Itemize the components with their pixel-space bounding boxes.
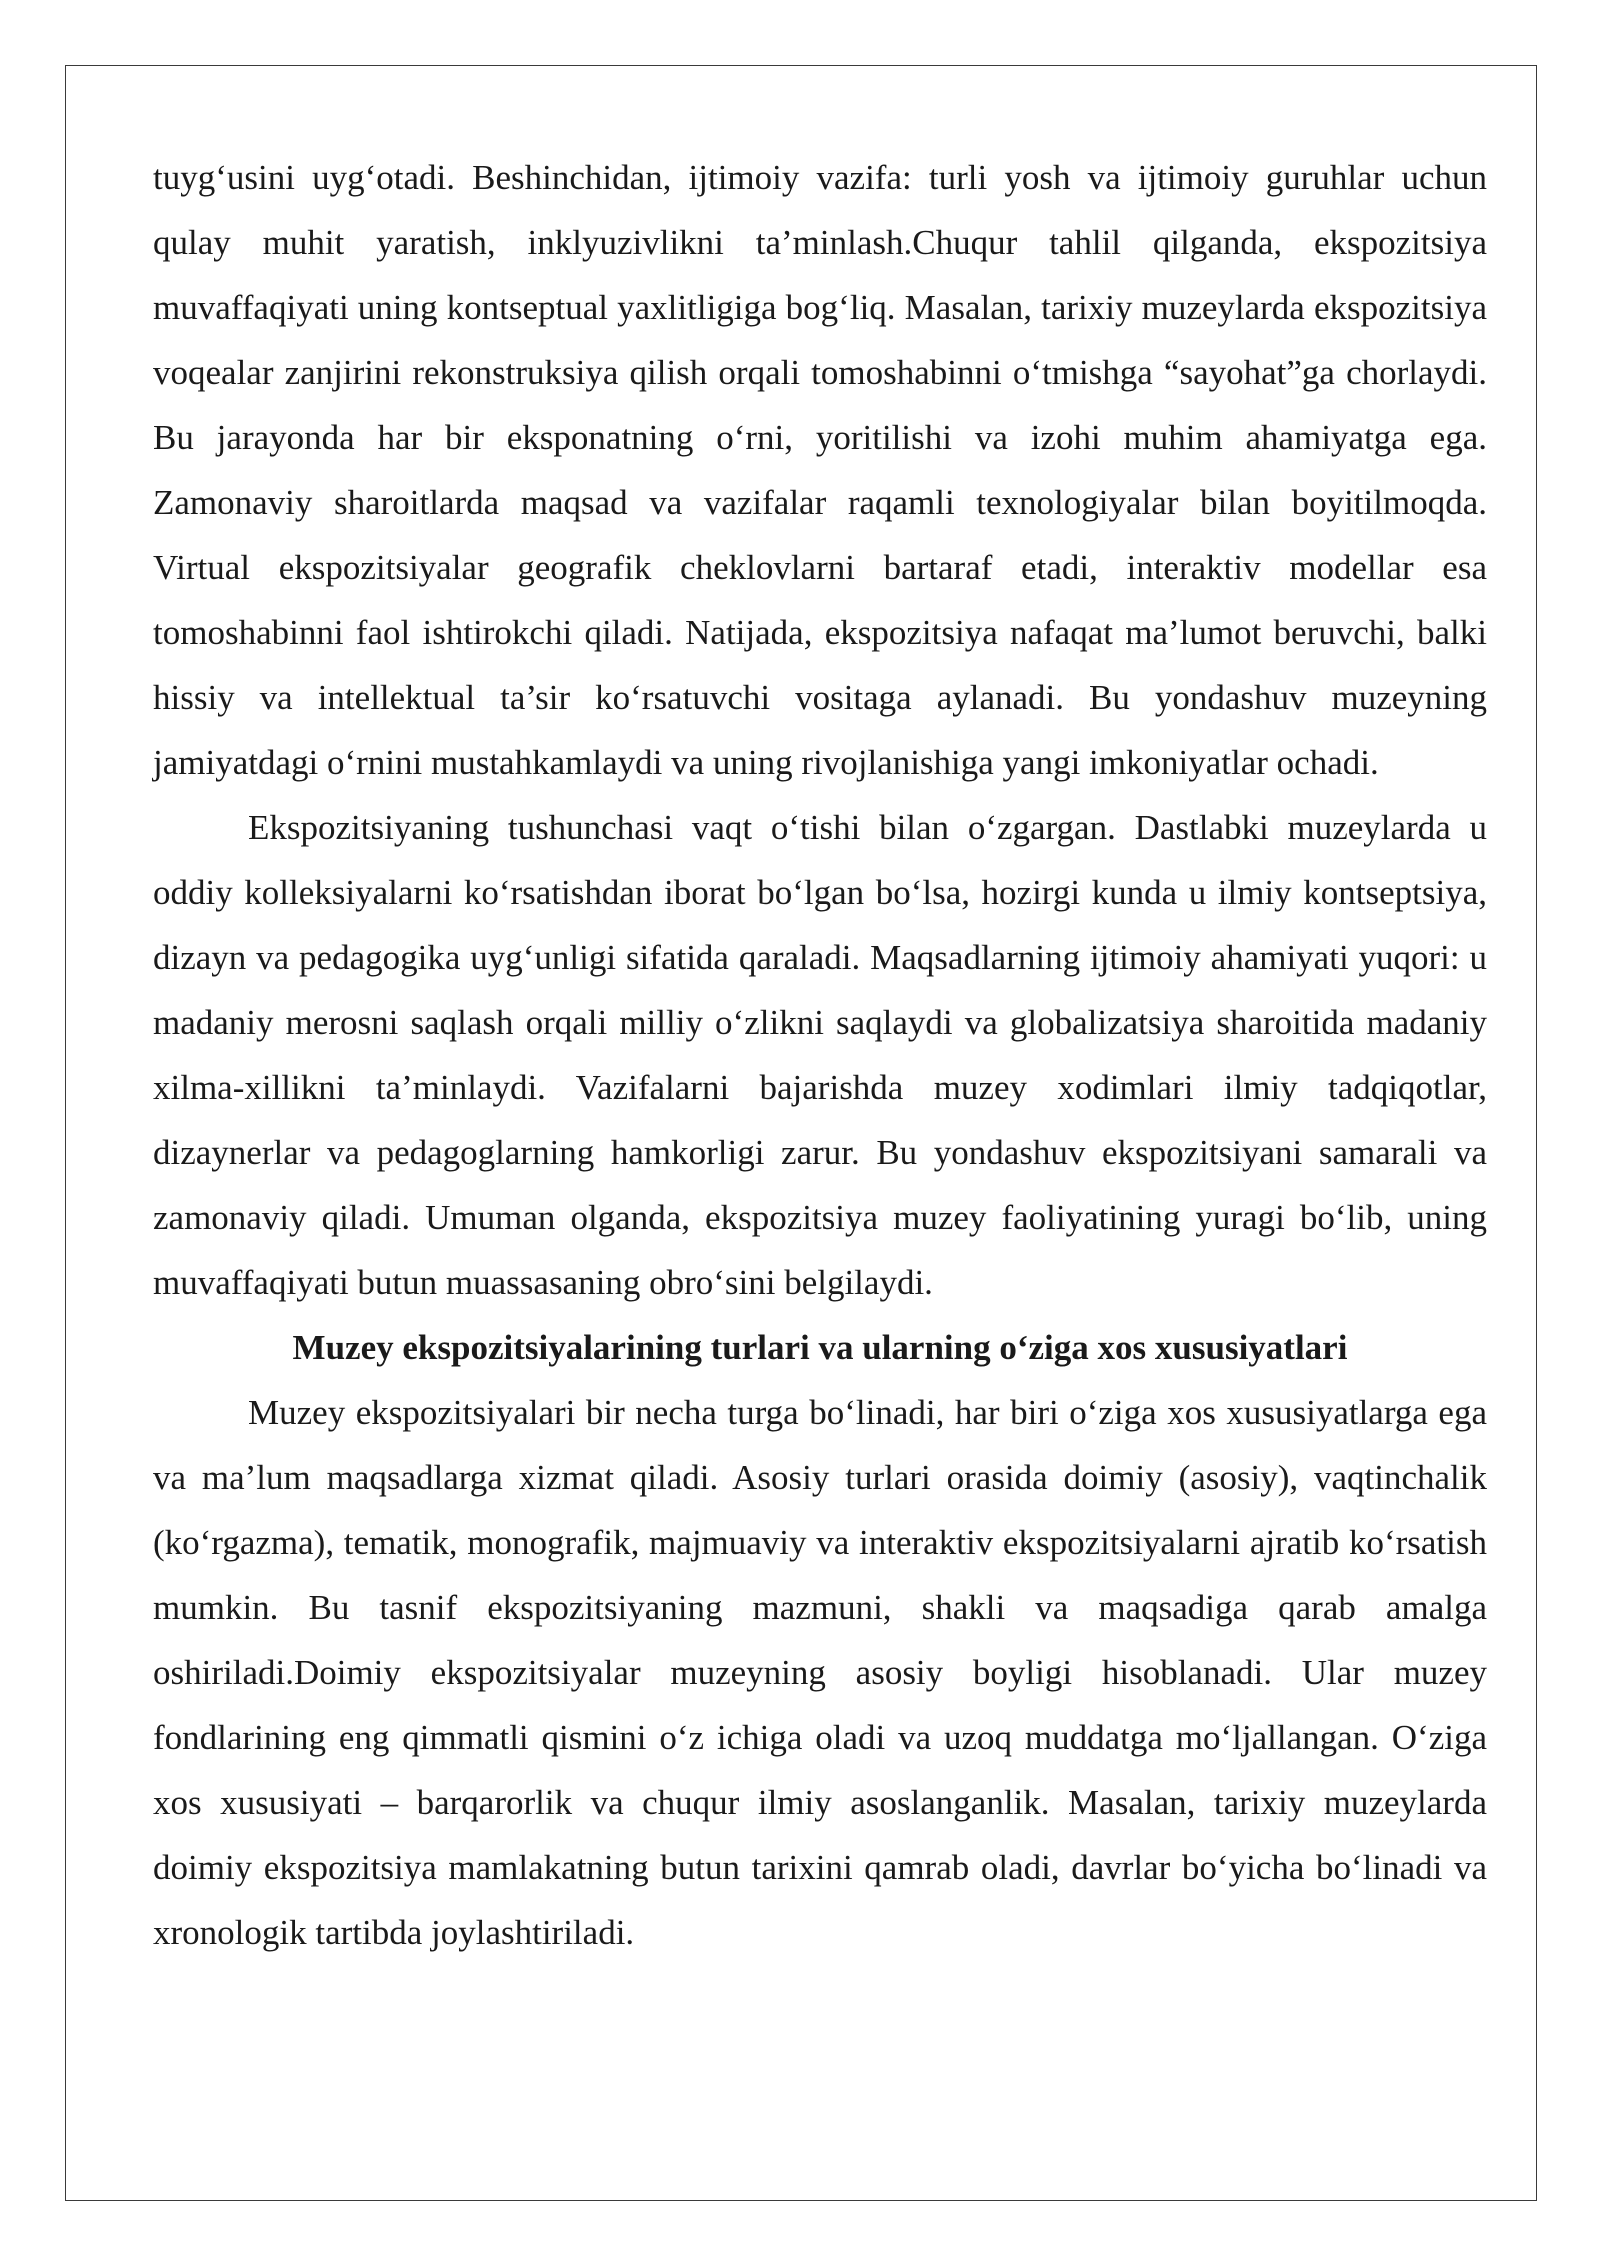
document-body <box>153 145 1487 1965</box>
paragraph-exposition-types: Muzey ekspozitsiyalari bir necha turga bo‘linadi, har biri o‘ziga xos xususiyatlarga ega va ma’lum maqsadlarga xizmat qiladi. Asosiy turlari orasida doimiy (asosiy), vaqtinchalik (ko‘rgazma), tematik, monografik, majmuaviy va interaktiv ekspozitsiyalarni ajratib ko‘rsatish mumkin. Bu tasnif ekspozitsiyaning mazmuni, shakli va maqsadiga qarab amalga oshiriladi.Doimiy ekspozitsiyalar muzeyning asosiy boyligi hisoblanadi. Ular muzey fondlarining eng qimmatli qismini o‘z ichiga oladi va uzoq muddatga mo‘ljallangan. O‘ziga xos xususiyati – barqarorlik va chuqur ilmiy asoslanganlik. Masalan, tarixiy muzeylarda doimiy ekspozitsiya mamlakatning butun tarixini qamrab oladi, davrlar bo‘yicha bo‘linadi va xronologik tartibda joylashtiriladi. <box>153 1393 1487 1952</box>
paragraph-exposition-concept: Ekspozitsiyaning tushunchasi vaqt o‘tishi bilan o‘zgargan. Dastlabki muzeylarda u oddiy kolleksiyalarni ko‘rsatishdan iborat bo‘lgan bo‘lsa, hozirgi kunda u ilmiy kontseptsiya, dizayn va pedagogika uyg‘unligi sifatida qaraladi. Maqsadlarning ijtimoiy ahamiyati yuqori: u madaniy merosni saqlash orqali milliy o‘zlikni saqlaydi va globalizatsiya sharoitida madaniy xilma-xillikni ta’minlaydi. Vazifalarni bajarishda muzey xodimlari ilmiy tadqiqotlar, dizaynerlar va pedagoglarning hamkorligi zarur. Bu yondashuv ekspozitsiyani samarali va zamonaviy qiladi. Umuman olganda, ekspozitsiya muzey faoliyatining yuragi bo‘lib, uning muvaffaqiyati butun muassasaning obro‘sini belgilaydi. <box>153 808 1487 1302</box>
section-heading: Muzey ekspozitsiyalarining turlari va ularning o‘ziga xos xususiyatlari <box>292 1328 1348 1367</box>
paragraph-continuation: tuyg‘usini uyg‘otadi. Beshinchidan, ijtimoiy vazifa: turli yosh va ijtimoiy guruhlar uchun qulay muhit yaratish, inklyuzivlikni ta’minlash.Chuqur tahlil qilganda, ekspozitsiya muvaffaqiyati uning kontseptual yaxlitligiga bog‘liq. Masalan, tarixiy muzeylarda ekspozitsiya voqealar zanjirini rekonstruksiya qilish orqali tomoshabinni o‘tmishga “sayohat”ga chorlaydi. Bu jarayonda har bir eksponatning o‘rni, yoritilishi va izohi muhim ahamiyatga ega. Zamonaviy sharoitlarda maqsad va vazifalar raqamli texnologiyalar bilan boyitilmoqda. Virtual ekspozitsiyalar geografik cheklovlarni bartaraf etadi, interaktiv modellar esa tomoshabinni faol ishtirokchi qiladi. Natijada, ekspozitsiya nafaqat ma’lumot beruvchi, balki hissiy va intellektual ta’sir ko‘rsatuvchi vositaga aylanadi. Bu yondashuv muzeyning jamiyatdagi o‘rnini mustahkamlaydi va uning rivojlanishiga yangi imkoniyatlar ochadi. <box>153 158 1487 782</box>
